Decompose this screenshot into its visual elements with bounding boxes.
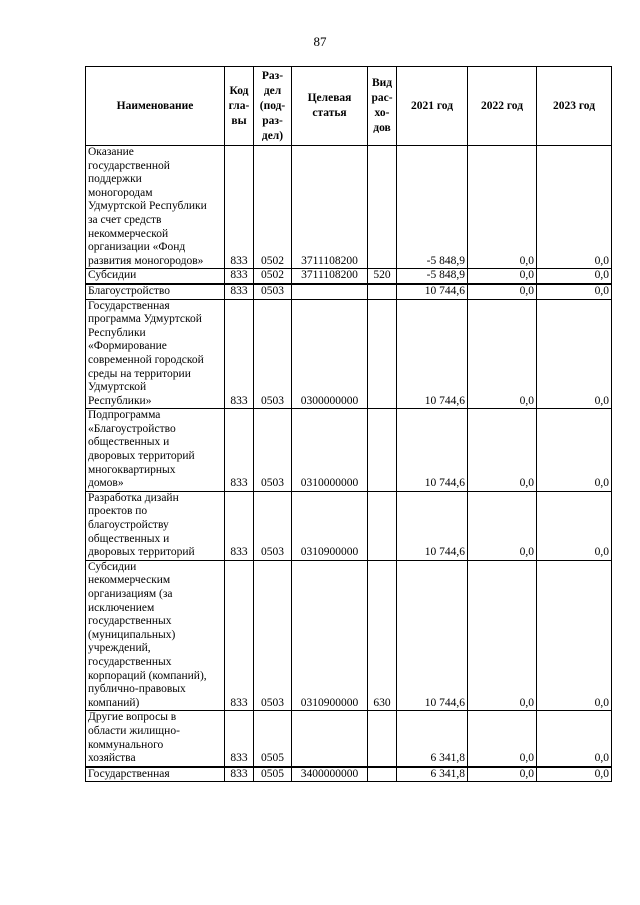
row-name: Субсидии некоммерческим организациям (за исключением государственных (муниципальных) учреждений, государственных корпораций (компаний), публично-правовых компаний) — [86, 560, 225, 711]
row-value-2021: -5 848,9 — [397, 146, 468, 269]
row-name: Субсидии — [86, 269, 225, 284]
table-row — [86, 299, 612, 409]
row-value-2023: 0,0 — [537, 409, 612, 492]
row-section: 0505 — [254, 711, 292, 767]
row-chapter-code: 833 — [225, 491, 254, 560]
row-target-article: 0310900000 — [292, 560, 368, 711]
table-row — [86, 560, 612, 711]
row-value-2022: 0,0 — [468, 409, 537, 492]
row-chapter-code: 833 — [225, 767, 254, 782]
header-2022: 2022 год — [468, 67, 537, 146]
row-expense-kind — [368, 767, 397, 782]
row-target-article: 0310900000 — [292, 491, 368, 560]
header-expense-kind: Вид рас- хо- дов — [368, 67, 397, 146]
row-value-2021: 6 341,8 — [397, 711, 468, 767]
row-value-2022: 0,0 — [468, 146, 537, 269]
page-number: 87 — [313, 34, 327, 49]
row-name: Государственная программа Удмуртской Республики «Формирование современной городской среды на территории Удмуртской Республики» — [86, 299, 225, 409]
row-expense-kind — [368, 711, 397, 767]
header-section: Раз- дел (под- раз- дел) — [254, 67, 292, 146]
row-section: 0503 — [254, 560, 292, 711]
row-value-2021: 10 744,6 — [397, 284, 468, 299]
table-row — [86, 146, 612, 269]
row-name: Государственная — [86, 767, 225, 782]
row-value-2023: 0,0 — [537, 491, 612, 560]
row-value-2023: 0,0 — [537, 146, 612, 269]
row-chapter-code: 833 — [225, 409, 254, 492]
row-value-2022: 0,0 — [468, 269, 537, 284]
table-row — [86, 491, 612, 560]
row-name: Благоустройство — [86, 284, 225, 299]
row-name: Разработка дизайн проектов по благоустройству общественных и дворовых территорий — [86, 491, 225, 560]
row-value-2022: 0,0 — [468, 491, 537, 560]
row-value-2022: 0,0 — [468, 711, 537, 767]
row-expense-kind — [368, 284, 397, 299]
header-chapter-code: Код гла- вы — [225, 67, 254, 146]
row-name: Оказание государственной поддержки моногородам Удмуртской Республики за счет средств некоммерческой организации «Фонд развития моногородов» — [86, 146, 225, 269]
row-section: 0503 — [254, 284, 292, 299]
row-name: Подпрограмма «Благоустройство общественных и дворовых территорий многоквартирных домов» — [86, 409, 225, 492]
row-chapter-code: 833 — [225, 299, 254, 409]
row-value-2021: 10 744,6 — [397, 409, 468, 492]
row-section: 0502 — [254, 269, 292, 284]
row-value-2022: 0,0 — [468, 284, 537, 299]
row-chapter-code: 833 — [225, 560, 254, 711]
row-value-2023: 0,0 — [537, 711, 612, 767]
row-expense-kind — [368, 299, 397, 409]
row-target-article — [292, 711, 368, 767]
header-2023: 2023 год — [537, 67, 612, 146]
row-value-2023: 0,0 — [537, 560, 612, 711]
row-target-article: 3400000000 — [292, 767, 368, 782]
row-section: 0503 — [254, 409, 292, 492]
budget-table — [85, 66, 612, 782]
row-chapter-code: 833 — [225, 711, 254, 767]
row-name: Другие вопросы в области жилищно- коммунального хозяйства — [86, 711, 225, 767]
table-row — [86, 767, 612, 782]
header-name: Наименование — [86, 67, 225, 146]
table-row — [86, 409, 612, 492]
row-value-2021: -5 848,9 — [397, 269, 468, 284]
row-value-2023: 0,0 — [537, 269, 612, 284]
row-value-2021: 6 341,8 — [397, 767, 468, 782]
row-value-2021: 10 744,6 — [397, 560, 468, 711]
row-expense-kind: 630 — [368, 560, 397, 711]
row-target-article — [292, 284, 368, 299]
row-expense-kind — [368, 146, 397, 269]
header-2021: 2021 год — [397, 67, 468, 146]
table-row — [86, 711, 612, 767]
row-value-2022: 0,0 — [468, 560, 537, 711]
row-target-article: 0310000000 — [292, 409, 368, 492]
header-row — [86, 67, 612, 146]
header-target-article: Целевая статья — [292, 67, 368, 146]
row-chapter-code: 833 — [225, 146, 254, 269]
table-body — [86, 146, 612, 782]
row-value-2023: 0,0 — [537, 299, 612, 409]
row-section: 0503 — [254, 299, 292, 409]
row-chapter-code: 833 — [225, 284, 254, 299]
row-value-2021: 10 744,6 — [397, 491, 468, 560]
row-value-2022: 0,0 — [468, 299, 537, 409]
table-row — [86, 269, 612, 284]
table-row — [86, 284, 612, 299]
row-section: 0503 — [254, 491, 292, 560]
row-value-2021: 10 744,6 — [397, 299, 468, 409]
row-value-2023: 0,0 — [537, 767, 612, 782]
row-value-2023: 0,0 — [537, 284, 612, 299]
row-chapter-code: 833 — [225, 269, 254, 284]
row-target-article: 3711108200 — [292, 269, 368, 284]
row-target-article: 0300000000 — [292, 299, 368, 409]
row-section: 0502 — [254, 146, 292, 269]
row-target-article: 3711108200 — [292, 146, 368, 269]
row-expense-kind — [368, 409, 397, 492]
row-value-2022: 0,0 — [468, 767, 537, 782]
row-section: 0505 — [254, 767, 292, 782]
row-expense-kind: 520 — [368, 269, 397, 284]
row-expense-kind — [368, 491, 397, 560]
